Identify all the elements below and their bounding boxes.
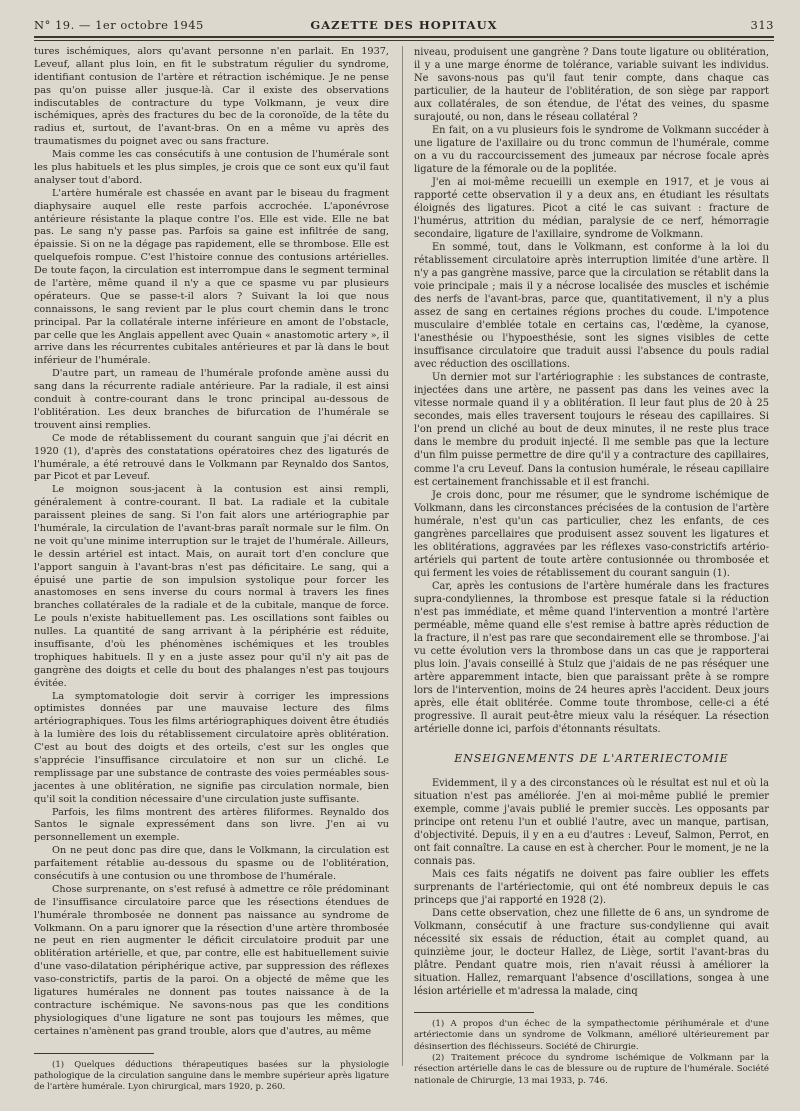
paragraph: Ce mode de rétablissement du courant sanguin que j'ai décrit en 1920 (1), d'après des constatations opératoires chez des ligaturés de l'humérale, a été retrouvé dans le Volkmann par Reynaldo dos Santos, par Picot et par Leveuf. bbox=[34, 432, 389, 483]
paragraph: niveau, produisent une gangrène ? Dans toute ligature ou oblitération, il y a une marge énorme de tolérance, variable suivant les individus. Ne savons-nous pas qu'il faut tenir compte, dans chaque cas particulier, de la hauteur de l'oblitération, de son siège par rapport aux collatérales, de son étendue, de l'état des veines, du spasme surajouté, ou non, dans le réseau collatéral ? bbox=[414, 47, 769, 124]
footnote-rule bbox=[414, 1012, 534, 1013]
paragraph: tures ischémiques, alors qu'avant personne n'en parlait. En 1937, Leveuf, allant plus loin, en fit le substratum régulier du syndrome, identifiant contusion de l'artère et rétraction ischémique. Je ne pense pas qu'on puisse aller jusque-là. Car il existe des observations indiscutables de contracture du type Volkmann, je veux dire ischémiques, après des fractures du bec de la coronoïde, de la tête du radius et, surtout, de l'avant-bras. On en a même vu après des traumatismes du poignet avec ou sans fracture. bbox=[34, 46, 389, 148]
header-rule bbox=[34, 36, 774, 41]
page-header bbox=[34, 14, 774, 36]
paragraph: Le moignon sous-jacent à la contusion est ainsi rempli, généralement à contre-courant. Il bat. La radiale et la cubitale paraissent pleines de sang. Si l'on fait alors une artériographie par l'humérale, la circulation de l'avant-bras paraît normale sur le film. On ne voit qu'une minime interruption sur le trajet de l'humérale. Ailleurs, le dessin artériel est intact. Mais, on aurait tort d'en conclure que l'apport sanguin à l'avant-bras n'est pas déficitaire. Le sang, qui a épuisé une partie de son impulsion systolique pour forcer les anastomoses en sens inverse du cours normal à travers les fines branches collatérales de la radiale et de la cubitale, manque de force. Le pouls n'existe habituellement pas. Les oscillations sont faibles ou nulles. La quantité de sang arrivant à la périphérie est réduite, insuffisante, d'où les phénomènes ischémiques et les troubles trophiques habituels. Il y en a juste assez pour qu'il n'y ait pas de gangrène des doigts et celle du bout des phalanges n'est pas toujours évitée. bbox=[34, 484, 389, 689]
page-number: 313 bbox=[750, 18, 774, 32]
footnote: (2) Traitement précoce du syndrome ischémique de Volkmann par la résection artérielle dans le cas de blessure ou de rupture de l'humérale. Société nationale de Chirurgie, 13 mai 1933, p. 746. bbox=[414, 1053, 769, 1086]
right-column bbox=[414, 46, 769, 1087]
paragraph: D'autre part, un rameau de l'humérale profonde amène aussi du sang dans la récurrente radiale antérieure. Par la radiale, il est ainsi conduit à contre-courant dans le tronc principal au-dessous de l'oblitération. Les deux branches de bifurcation de l'humérale se trouvent ainsi remplies. bbox=[34, 368, 389, 431]
paragraph: L'artère humérale est chassée en avant par le biseau du fragment diaphysaire auquel elle reste parfois accrochée. L'aponévrose antérieure résistante la plaque contre l'os. Elle est vide. Elle ne bat pas. Le sang n'y passe pas. Parfois sa gaine est infiltrée de sang, épaissie. Si on ne la dégage pas rapidement, elle se thrombose. Elle est quelquefois rompue. C'est l'histoire connue des contusions artérielles. De toute façon, la circulation est interrompue dans le segment terminal de l'artère, même quand il n'y a que ce spasme vu par plusieurs opérateurs. Que se passe-t-il alors ? Suivant la loi que nous connaissons, le sang revient par le plus court chemin dans le tronc principal. Par la collatérale interne inférieure en amont de l'obstacle, par celle que les Anglais appellent avec Quain « anastomotic artery », il arrive dans les récurrentes cubitales antérieures et par là dans le bout inférieur de l'humérale. bbox=[34, 187, 389, 367]
paragraph: Parfois, les films montrent des artères filiformes. Reynaldo dos Santos le signale expressément dans son livre. J'en ai vu personnellement un exemple. bbox=[34, 806, 389, 844]
paragraph: Mais ces faits négatifs ne doivent pas faire oublier les effets surprenants de l'artériectomie, qui ont été nombreux depuis le cas princeps que j'ai rapporté en 1928 (2). bbox=[414, 868, 769, 906]
footnote-rule bbox=[34, 1053, 154, 1054]
paragraph: J'en ai moi-même recueilli un exemple en 1917, et je vous ai rapporté cette observation il y a deux ans, en étudiant les résultats éloignés des ligatures. Picot a cité le cas suivant : fracture de l'humérus, attrition du médian, paralysie de ce nerf, hémorragie secondaire, ligature de l'axillaire, syndrome de Volkmann. bbox=[414, 177, 769, 241]
paragraph: En fait, on a vu plusieurs fois le syndrome de Volkmann succéder à une ligature de l'axillaire ou du tronc commun de l'humérale, comme on a vu du raccourcissement des jumeaux par nécrose focale après ligature de la fémorale ou de la poplitée. bbox=[414, 125, 769, 176]
paragraph: Car, après les contusions de l'artère humérale dans les fractures supra-condyliennes, la thrombose est presque fatale si la réduction n'est pas immédiate, et même quand l'intervention a montré l'artère perméable, même quand elle s'est remise à battre après réduction de la fracture, il n'est pas rare que secondairement elle se thrombose. J'ai vu cette évolution vers la thrombose dans un cas que je rapporterai plus loin. J'avais conseillé à Stulz que j'aidais de ne pas réséquer une artère apparemment intacte, bien que paraissant prête à se rompre lors de l'intervention, moins de 24 heures après l'accident. Deux jours après, elle était oblitérée. Comme toute thrombose, celle-ci a été progressive. Il aurait peut-être mieux valu la réséquer. La résection artérielle donne ici, parfois d'étonnants résultats. bbox=[414, 580, 769, 735]
paragraph: La symptomatologie doit servir à corriger les impressions optimistes données par une mauvaise lecture des films artériographiques. Tous les films artériographiques doivent être étudiés à la lumière des lois du rétablissement circulatoire après oblitération. C'est au bout des doigts et des orteils, c'est sur les ongles que s'apprécie l'insuffisance circulatoire et non sur un cliché. Le remplissage par une substance de contraste des voies perméables sous-jacentes à une oblitération, ne signifie pas circulation normale, bien qu'il soit la condition nécessaire d'une circulation juste suffisante. bbox=[34, 690, 390, 805]
footnote: (1) A propos d'un échec de la sympathectomie périhumérale et d'une artériectomie dans un syndrome de Volkmann, amélioré ultérieurement par désinsertion des fléchisseurs. Société de Chirurgie. bbox=[414, 1019, 769, 1052]
paragraph: Je crois donc, pour me résumer, que le syndrome ischémique de Volkmann, dans les circonstances précisées de la contusion de l'artère humérale, n'est qu'un cas particulier, chez les enfants, de ces gangrènes parcellaires que produisent assez souvent les ligatures et les oblitérations, aggravées par les réflexes vaso-constrictifs artério-artériels qui partent de toute artère contusionnée ou thrombosée et qui ferment les voies de rétablissement du courant sanguin (1). bbox=[414, 489, 769, 579]
left-column bbox=[34, 46, 389, 1093]
paragraph: Evidemment, il y a des circonstances où le résultat est nul et où la situation n'est pas améliorée. J'en ai moi-même publié le premier exemple, comme j'avais publié le premier succès. Les opposants par principe ont retenu l'un et oublié l'autre, avec un manque, partisan, d'objectivité. Depuis, il y en a eu d'autres : Leveuf, Salmon, Perrot, en ont fait connaître. La cause en est à chercher. Pour le moment, je ne la connais pas. bbox=[414, 777, 769, 867]
column-separator bbox=[402, 46, 403, 1066]
paragraph: Un dernier mot sur l'artériographie : les substances de contraste, injectées dans une artère, ne passent pas dans les veines avec la vitesse normale quand il y a oblitération. Il leur faut plus de 20 à 25 secondes, mais elles traversent toujours le réseau des capillaires. Si l'on prend un cliché au bout de deux minutes, il ne reste plus trace dans le membre du produit injecté. Il me semble pas que la lecture d'un film puisse permettre de dire qu'il y a contracture des capillaires, comme l'a cru Leveuf. Dans la contusion humérale, le réseau capillaire est certainement franchissable et il est franchi. bbox=[414, 372, 769, 488]
section-heading: ENSEIGNEMENTS DE L'ARTERIECTOMIE bbox=[454, 751, 729, 765]
paragraph: On ne peut donc pas dire que, dans le Volkmann, la circulation est parfaitement rétablie au-dessous du spasme ou de l'oblitération, consécutifs à une contusion ou une thrombose de l'humérale. bbox=[34, 845, 389, 882]
paragraph: En sommé, tout, dans le Volkmann, est conforme à la loi du rétablissement circulatoire après interruption limitée d'une artère. Il n'y a pas gangrène massive, parce que la circulation se rétablit dans la voie principale ; mais il y a nécrose localisée des muscles et ischémie des nerfs de l'avant-bras, parce que, quantitativement, il n'y a plus assez de sang en certaines régions proches du coude. L'impotence musculaire d'emblée totale en certains cas, l'œdème, la cyanose, l'anesthésie ou l'hypoesthésie, sont les signes visibles de cette insuffisance circulatoire que traduit aussi l'absence du pouls radial avec réduction des oscillations. bbox=[414, 242, 769, 371]
issue-date: N° 19. — 1er octobre 1945 bbox=[34, 18, 204, 32]
paragraph: Chose surprenante, on s'est refusé à admettre ce rôle prédominant de l'insuffisance circulatoire parce que les résections étendues de l'humérale thrombosée ne donnent pas naissance au syndrome de Volkmann. On a paru ignorer que la résection d'une artère thrombosée ne peut en rien augmenter le déficit circulatoire produit par une oblitération artérielle, et que, par contre, elle est habituellement suivie d'une vaso-dilatation périphérique active, par suppression des réflexes vaso-constrictifs, partis de la paroi. On a objecté de même que les ligatures humérales ne donnent pas toutes naissance à de la contracture ischémique. Ne savons-nous pas que les conditions physiologiques d'une ligature ne sont pas toujours les mêmes, que certaines n'amènent pas grand trouble, alors que d'autres, au même bbox=[34, 883, 389, 1037]
paragraph: Dans cette observation, chez une fillette de 6 ans, un syndrome de Volkmann, consécutif à une fracture sus-condylienne qui avait nécessité six essais de réduction, était au complet quand, au quinzième jour, le docteur Hallez, de Liège, sortit l'avant-bras du plâtre. Pendant quatre mois, rien n'avait réussi à améliorer la situation. Hallez, remarquant l'absence d'oscillations, songea à une lésion artérielle et m'adressa la malade, cinq bbox=[414, 908, 769, 998]
paragraph: Mais comme les cas consécutifs à une contusion de l'humérale sont les plus habituels et les plus simples, je crois que ce sont eux qu'il faut analyser tout d'abord. bbox=[34, 149, 389, 186]
footnote: (1) Quelques déductions thérapeutiques basées sur la physiologie pathologique de la circulation sanguine dans le membre supérieur après ligature de l'artère humérale. Lyon chirurgical, mars 1920, p. 260. bbox=[34, 1059, 389, 1092]
journal-title: GAZETTE DES HOPITAUX bbox=[310, 18, 498, 32]
